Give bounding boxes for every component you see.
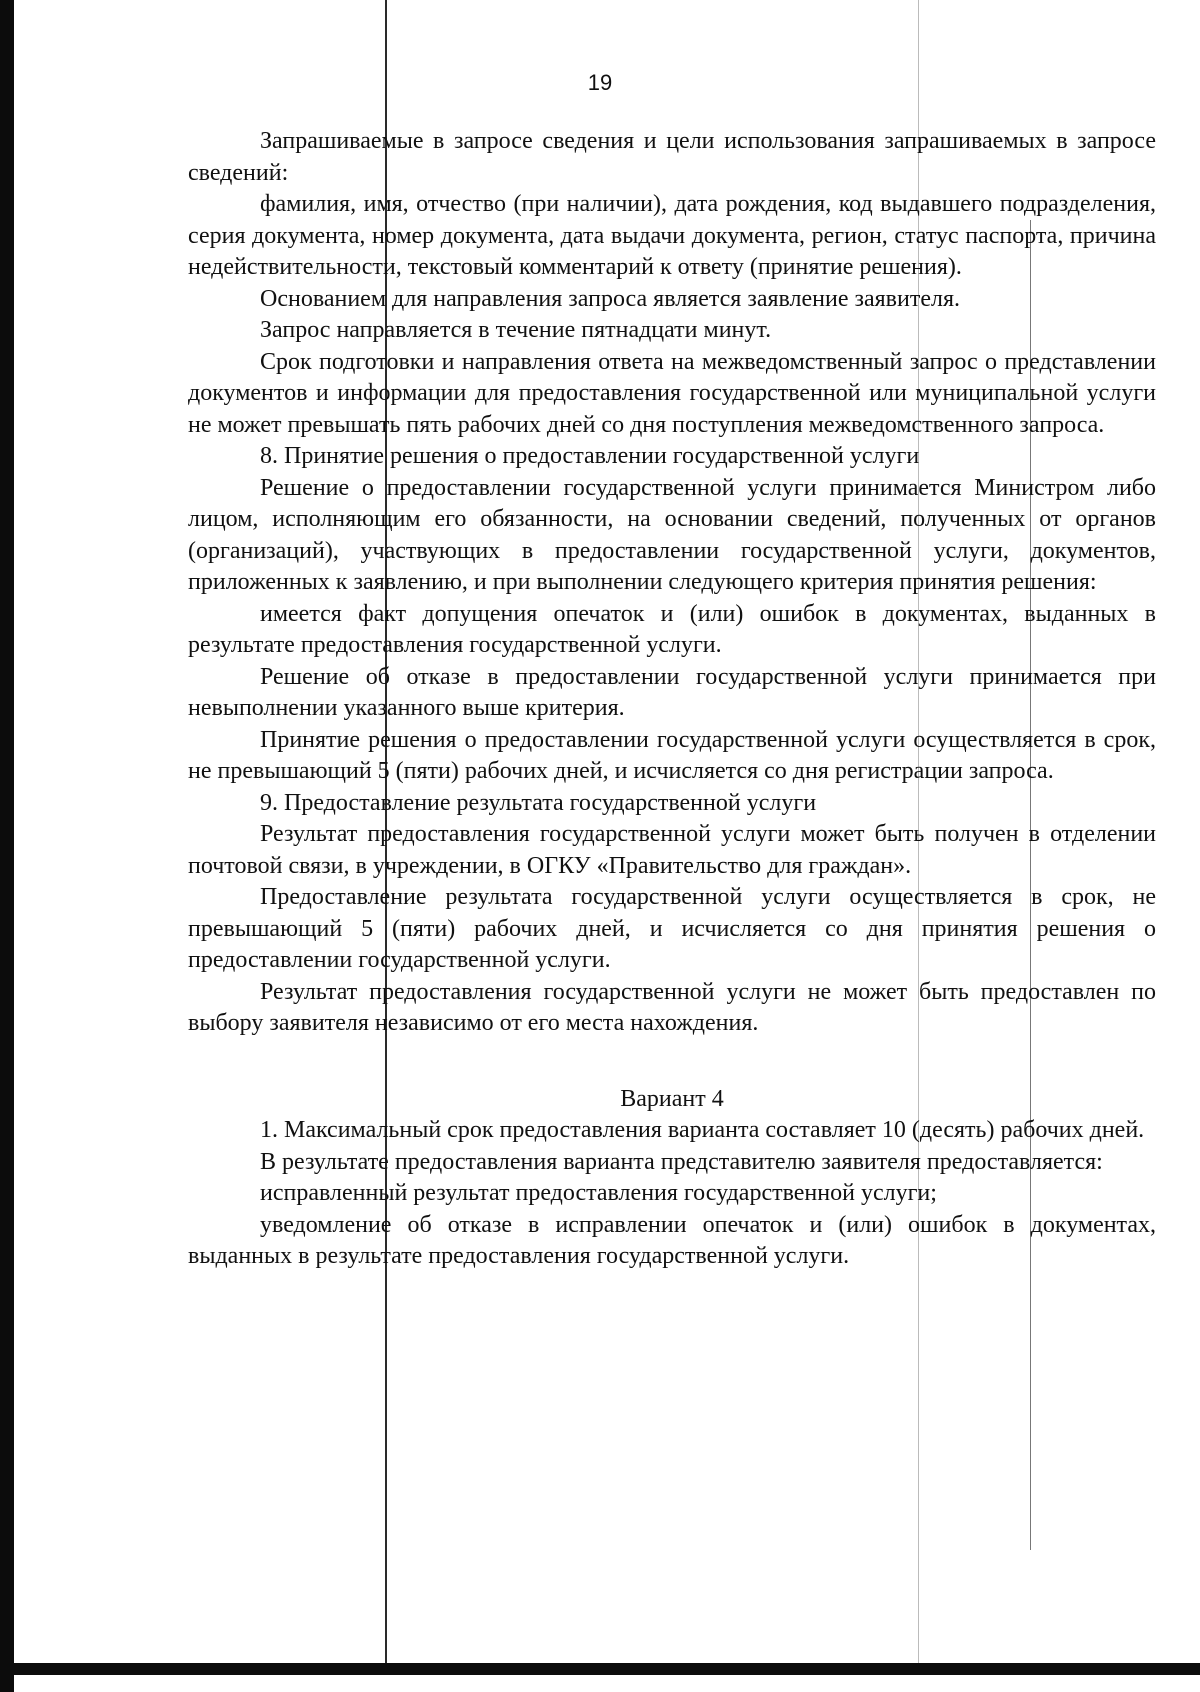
paragraph: фамилия, имя, отчество (при наличии), дата рождения, код выдавшего подразделения, серия документа, номер документа, дата выдачи документа, регион, статус паспорта, причина недействительности, текстовый комментарий к ответу (принятие решения). [188, 191, 1156, 280]
paragraph: 1. Максимальный срок предоставления варианта составляет 10 (десять) рабочих дней. [260, 1117, 1145, 1143]
paragraph: уведомление об отказе в исправлении опечаток и (или) ошибок в документах, выданных в результате предоставления государственной услуги. [188, 1211, 1156, 1269]
variant-heading: Вариант 4 [620, 1085, 724, 1112]
paragraph: Результат предоставления государственной услуги может быть получен в отделении почтовой связи, в учреждении, в ОГКУ «Правительство для граждан». [188, 821, 1156, 879]
paragraph: Основанием для направления запроса является заявление заявителя. [260, 285, 961, 312]
scan-border-left [0, 0, 14, 1692]
page-number: 19 [587, 70, 613, 95]
paragraph: имеется факт допущения опечаток и (или) ошибок в документах, выданных в результате предоставления государственной услуги. [188, 600, 1156, 658]
paragraph: Срок подготовки и направления ответа на межведомственный запрос о представлении документов и информации для предоставления государственной или муниципальной услуги не может превышать пять рабочих дней со дня поступления межведомственного запроса. [188, 348, 1156, 438]
paragraph: Решение об отказе в предоставлении государственной услуги принимается при невыполнении указанного выше критерия. [188, 663, 1156, 721]
paragraph: Предоставление результата государственной услуги осуществляется в срок, не превышающий 5 (пяти) рабочих дней, и исчисляется со дня принятия решения о предоставлении государственной услуги. [188, 884, 1156, 973]
section-heading-8: 8. Принятие решения о предоставлении государственной услуги [260, 443, 920, 469]
paragraph: Запрашиваемые в запросе сведения и цели использования запрашиваемых в запросе сведений: [188, 128, 1156, 186]
section-heading-9: 9. Предоставление результата государственной услуги [260, 789, 817, 816]
document-body [188, 126, 1156, 1273]
paragraph: Принятие решения о предоставлении государственной услуги осуществляется в срок, не превышающий 5 (пяти) рабочих дней, и исчисляется со дня регистрации запроса. [188, 726, 1156, 784]
scan-border-bottom [0, 1663, 1200, 1675]
paragraph: Запрос направляется в течение пятнадцати минут. [260, 317, 772, 343]
paragraph: В результате предоставления варианта представителю заявителя предоставляется: [260, 1148, 1103, 1175]
paragraph: исправленный результат предоставления государственной услуги; [260, 1180, 937, 1206]
paragraph: Решение о предоставлении государственной услуги принимается Министром либо лицом, исполняющим его обязанности, на основании сведений, полученных от органов (организаций), участвующих в предоставлении государственной услуги, документов, приложенных к заявлению, и при выполнении следующего критерия принятия решения: [188, 474, 1156, 595]
paragraph: Результат предоставления государственной услуги не может быть предоставлен по выбору заявителя независимо от его места нахождения. [188, 978, 1156, 1036]
